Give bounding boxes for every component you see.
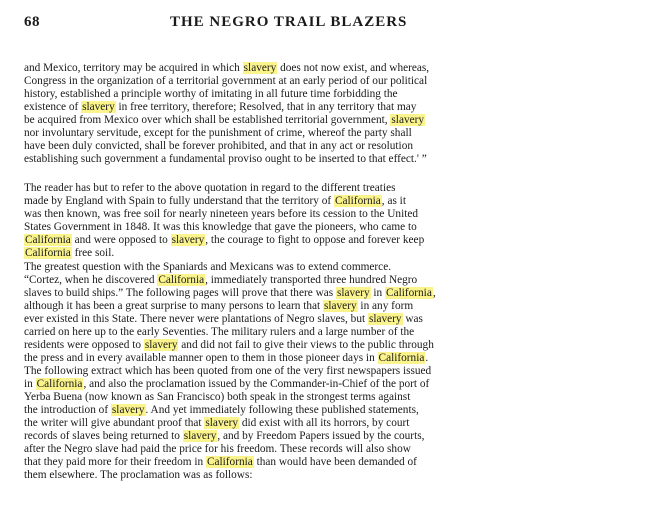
highlighted-term: slavery xyxy=(82,101,115,113)
highlighted-term: slavery xyxy=(111,404,145,416)
text-line xyxy=(24,443,634,456)
text-run: slaves to build ships.” The following pages will prove that there was xyxy=(24,287,336,299)
text-line xyxy=(24,430,634,443)
text-run: The reader has but to refer to the above quotation in regard to the different treaties xyxy=(24,182,396,194)
text-line xyxy=(24,365,634,378)
text-run: The following extract which has been quoted from one of the very first newspapers issued xyxy=(24,365,432,377)
text-line xyxy=(24,195,634,208)
text-run: although it has been a great surprise to many persons to learn that xyxy=(24,300,323,312)
text-line xyxy=(24,153,634,166)
text-run: in free territory, therefore; Resolved, that in any territory that may xyxy=(115,101,417,113)
text-run: existence of xyxy=(24,101,82,113)
text-line xyxy=(24,101,634,114)
text-run: , xyxy=(432,287,436,299)
highlighted-term: California xyxy=(386,287,432,299)
text-run: Congress in the organization of a territorial government at an early period of our political xyxy=(24,75,428,87)
text-line xyxy=(24,62,634,75)
text-line xyxy=(24,287,634,300)
text-run: have been duly convicted, shall be forever prohibited, and that in any act or resolution xyxy=(24,140,413,152)
text-line xyxy=(24,469,634,482)
text-run: and did not fail to give their views to the public through xyxy=(178,339,434,351)
text-line xyxy=(24,208,634,221)
text-run: in xyxy=(24,378,36,390)
text-line xyxy=(24,404,634,417)
text-line xyxy=(24,234,634,247)
text-line xyxy=(24,140,634,153)
text-run: than would have been demanded of xyxy=(253,456,417,468)
text-run: that they paid more for their freedom in xyxy=(24,456,206,468)
text-line xyxy=(24,247,634,260)
text-line xyxy=(24,326,634,339)
text-line xyxy=(24,417,634,430)
text-run: them elsewhere. The proclamation was as follows: xyxy=(24,469,253,481)
text-run: establishing such government a fundamental proviso ought to be inserted to that effect.' ” xyxy=(24,153,427,165)
text-line xyxy=(24,127,634,140)
highlighted-term: California xyxy=(206,456,253,468)
text-run: , immediately transported three hundred Negro xyxy=(205,274,418,286)
text-run: in xyxy=(370,287,386,299)
text-run: in any form xyxy=(357,300,414,312)
page-header xyxy=(24,14,634,36)
highlighted-term: slavery xyxy=(391,114,425,126)
text-line xyxy=(24,221,634,234)
text-run: , the courage to fight to oppose and forever keep xyxy=(205,234,425,246)
text-run: , and by Freedom Papers issued by the courts, xyxy=(217,430,425,442)
text-run: ever existed in this State. There never were plantations of Negro slaves, but xyxy=(24,313,368,325)
highlighted-term: slavery xyxy=(171,234,205,246)
text-run: did exist with all its horrors, by court xyxy=(239,417,410,429)
highlighted-term: California xyxy=(334,195,381,207)
text-run: the introduction of xyxy=(24,404,111,416)
text-line xyxy=(24,339,634,352)
text-run: and Mexico, territory may be acquired in which xyxy=(24,62,243,74)
text-run: after the Negro slave had paid the price for his freedom. These records will also show xyxy=(24,443,411,455)
text-run: nor involuntary servitude, except for the punishment of crime, whereof the party shall xyxy=(24,127,412,139)
text-line xyxy=(24,88,634,101)
text-run: be acquired from Mexico over which shall be established territorial government, xyxy=(24,114,391,126)
text-run: does not now exist, and whereas, xyxy=(277,62,430,74)
running-head: THE NEGRO TRAIL BLAZERS xyxy=(170,14,408,30)
text-line xyxy=(24,352,634,365)
text-line xyxy=(24,114,634,127)
text-run: , and also the proclamation issued by the Commander-in-Chief of the port of xyxy=(83,378,430,390)
highlighted-term: slavery xyxy=(368,313,402,325)
text-run: , as it xyxy=(381,195,406,207)
text-run: records of slaves being returned to xyxy=(24,430,183,442)
highlighted-term: California xyxy=(25,234,71,246)
text-line xyxy=(24,456,634,469)
text-run: made by England with Spain to fully understand that the territory of xyxy=(24,195,334,207)
text-run: history, established a principle worthy of imitating in all future time forbidding the xyxy=(24,88,398,100)
text-line xyxy=(24,313,634,326)
text-line xyxy=(24,378,634,391)
highlighted-term: California xyxy=(158,274,205,286)
text-line xyxy=(24,274,634,287)
text-run: Yerba Buena (now known as San Francisco) both speak in the strongest terms against xyxy=(24,391,411,403)
text-run: and were opposed to xyxy=(71,234,171,246)
highlighted-term: California xyxy=(378,352,425,364)
text-run: carried on here up to the early Seventies. The military rulers and a large number of the xyxy=(24,326,415,338)
highlighted-term: slavery xyxy=(205,417,239,429)
text-line xyxy=(24,391,634,404)
highlighted-term: slavery xyxy=(323,300,357,312)
text-line xyxy=(24,300,634,313)
text-line xyxy=(24,75,634,88)
text-run: the writer will give abundant proof that xyxy=(24,417,205,429)
text-line xyxy=(24,182,634,195)
text-run: The greatest question with the Spaniards and Mexicans was to extend commerce. xyxy=(24,261,392,273)
text-run: . xyxy=(425,352,429,364)
highlighted-term: California xyxy=(25,247,71,259)
highlighted-term: slavery xyxy=(243,62,277,74)
highlighted-term: slavery xyxy=(183,430,217,442)
text-line xyxy=(24,261,634,274)
text-run: residents were opposed to xyxy=(24,339,144,351)
text-run: . And yet immediately following these published statements, xyxy=(145,404,419,416)
highlighted-term: slavery xyxy=(336,287,370,299)
text-run: was then known, was free soil for nearly nineteen years before its cession to the United xyxy=(24,208,419,220)
text-run: “Cortez, when he discovered xyxy=(24,274,158,286)
text-run: free soil. xyxy=(71,247,115,259)
text-run: was xyxy=(402,313,423,325)
text-run: States Government in 1848. It was this knowledge that gave the pioneers, who came to xyxy=(24,221,417,233)
text-run: the press and in every available manner open to them in those pioneer days in xyxy=(24,352,378,364)
highlighted-term: California xyxy=(36,378,83,390)
highlighted-term: slavery xyxy=(144,339,178,351)
page-number: 68 xyxy=(24,14,40,30)
